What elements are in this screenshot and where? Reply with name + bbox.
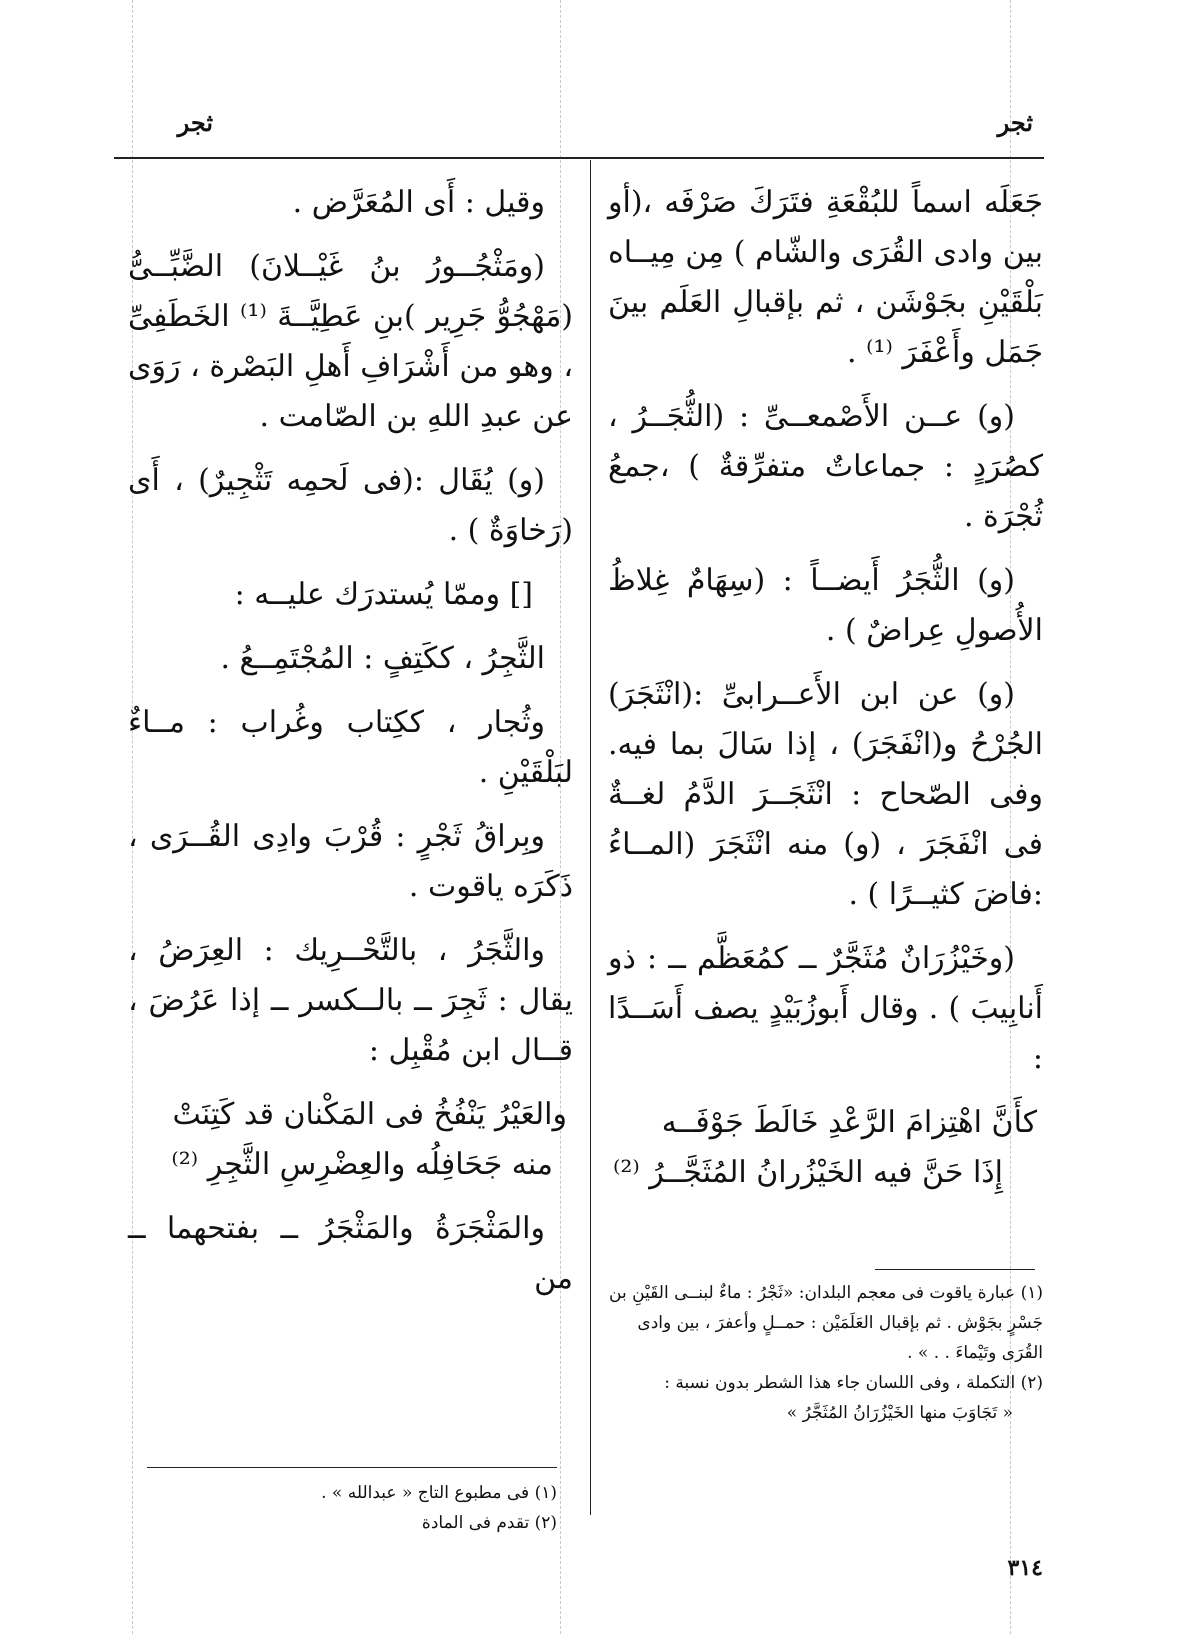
paragraph: (و) عــن الأَصْمعــىِّ : (الثُّجَــرُ ، كصُرَدٍ : جماعاتٌ متفرِّقةٌ ) ،جمعُ ثُجْرَة .: [608, 399, 1043, 534]
paragraph: [] وممّا يُستدرَك عليــه :: [234, 577, 533, 612]
right-footnotes: [603, 1278, 1043, 1428]
verse-line: كأَنَّ اهْتِزامَ الرَّعْدِ خَالَطَ جَوْفَــه: [661, 1105, 1037, 1140]
paragraph: (ومَثْجُــورُ بنُ غَيْــلانَ) الضَّبِّــىُّ (مَهْجُوُّ جَرِير )بنِ عَطِيَّــةَ ⁽¹⁾ الخَطَفِىِّ ، وهو من أَشْرَافِ أَهلِ البَصْرة ، رَوَى عن عبدِ اللهِ بن الصّامت .: [128, 249, 573, 434]
paragraph: (و) يُقَال :(فى لَحمِه تَثْجِيرٌ) ، أَى (رَخاوَةٌ ) .: [128, 463, 573, 548]
paragraph: وقيل : أَى المُعَرَّض .: [292, 185, 545, 220]
verse-line: والعَيْرُ يَنْفُخُ فى المَكْنان قد كَتِنَتْ: [172, 1097, 567, 1132]
footnote: (١) فى مطبوع التاج « عبدالله » .: [321, 1483, 557, 1503]
paragraph: الثَّجِرُ ، ككَتِفٍ : المُجْتَمِــعُ .: [220, 641, 545, 676]
paragraph: (وخَيْزُرَانٌ مُثَجَّرٌ ــ كمُعَظَّم ــ : ذو أَنابِيبَ ) . وقال أَبوزُبَيْدٍ يصف أَسَــدًا :: [608, 941, 1043, 1076]
verse-line: إِذَا حَنَّ فيه الخَيْزُرانُ المُثَجَّــرُ ⁽²⁾: [612, 1155, 1003, 1190]
footnote: (٢) التكملة ، وفى اللسان جاء هذا الشطر بدون نسبة :: [664, 1373, 1043, 1393]
paragraph: جَعَلَه اسماً للبُقْعَةِ فتَرَكَ صَرْفَه ،(أو بين وادى القُرَى والشّام ) مِن مِيــاه بَلْقَيْنِ بجَوْشَن ، ثم بإقبالِ العَلَم بينَ جَمَل وأَعْفَرَ ⁽¹⁾ .: [608, 185, 1043, 370]
footnote: (١) عبارة ياقوت فى معجم البلدان: «ثَجْرُ : ماءٌ لبنــى القَيْنِ بن جَسْرٍ بجَوْش . ثم بإقبال العَلَمَيْن : حمــلٍ وأعفرَ ، بين وادى القُرَى وتَيْماءَ . . » .: [609, 1283, 1043, 1363]
header-rule: [114, 157, 1044, 159]
verse-line: منه جَحَافِلُه والعِضْرِسِ الثَّجِرِ ⁽²⁾: [171, 1147, 553, 1182]
paragraph: والمَثْجَرَةُ والمَثْجَرُ ــ بفتحهما ــ من: [128, 1211, 573, 1296]
footnote-rule: [147, 1467, 557, 1468]
left-column: [128, 178, 573, 1318]
page-number: ٣١٤: [1007, 1555, 1043, 1581]
footnote-rule: [875, 1269, 1035, 1270]
paragraph: وثُجار ، ككِتاب وغُراب : مــاءٌ لبَلْقَيْنِ .: [128, 705, 573, 790]
left-footnotes: [117, 1478, 557, 1538]
right-column: [608, 178, 1043, 1212]
page-header-left: ثجر: [177, 108, 213, 137]
column-divider: [590, 160, 591, 1515]
page-header-right: ثجر: [997, 108, 1033, 137]
footnote: « تَجَاوَبَ منها الخَيْزُرَانُ المُثَجَّرُ »: [786, 1403, 1013, 1423]
paragraph: (و) عن ابن الأَعــرابىِّ :(انْثَجَرَ) الجُرْحُ و(انْفَجَرَ) ، إذا سَالَ بما فيه. وفى الصّحاح : انْثَجَــرَ الدَّمُ لغــةٌ فى انْفَجَرَ ، (و) منه انْثَجَرَ (المــاءُ :فاضَ كثيــرًا ) .: [608, 677, 1043, 912]
paragraph: (و) الثُّجَرُ أَيضــاً : (سِهَامٌ غِلاظُ الأُصولِ عِراضٌ ) .: [608, 563, 1043, 648]
footnote: (٢) تقدم فى المادة: [421, 1513, 557, 1533]
paragraph: والثَّجَرُ ، بالتَّحْــرِيك : العِرَضُ ، يقال : ثَجِرَ ــ بالــكسر ــ إذا عَرُضَ ، قــال ابن مُقْبِل :: [128, 933, 573, 1068]
paragraph: وبِراقُ ثَجْرٍ : قُرْبَ وادِى القُــرَى ، ذَكَرَه ياقوت .: [128, 819, 573, 904]
